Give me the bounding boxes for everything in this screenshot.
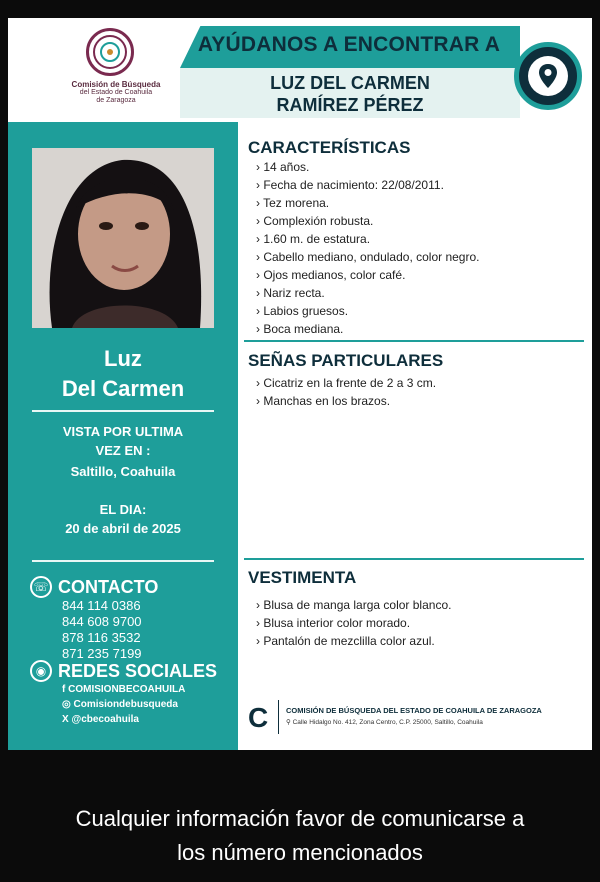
missing-person-poster: [8, 18, 592, 750]
phone-number[interactable]: 844 114 0386: [62, 598, 141, 613]
sidebar-divider: [32, 560, 214, 562]
map-pin-icon: ⚲: [286, 719, 291, 726]
section-divider: [244, 558, 584, 560]
logo-text-line3: de Zaragoza: [96, 97, 136, 104]
caption-line1: Cualquier información favor de comunicarse a: [75, 806, 525, 831]
clothing-item: › Blusa de manga larga color blanco.: [256, 598, 452, 612]
section-divider: [244, 340, 584, 342]
commission-seal-logo: [86, 28, 134, 76]
phone-number[interactable]: 844 608 9700: [62, 614, 142, 629]
footer-org-name: COMISIÓN DE BÚSQUEDA DEL ESTADO DE COAHUILA DE ZARAGOZA: [286, 706, 542, 715]
location-badge: [514, 42, 582, 110]
footer-address-text: Calle Hidalgo No. 412, Zona Centro, C.P. 25000, Saltillo, Coahuila: [292, 719, 483, 726]
phone-icon: ☏: [30, 576, 52, 598]
caption-line2: los número mencionados: [177, 840, 423, 865]
location-pin-icon: [528, 56, 568, 96]
phone-number[interactable]: 871 235 7199: [62, 646, 142, 661]
characteristic-item: › Fecha de nacimiento: 22/08/2011.: [256, 178, 444, 192]
clothing-item: › Blusa interior color morado.: [256, 616, 411, 630]
sidebar-second-name: Del Carmen: [61, 376, 185, 401]
last-seen-place: Saltillo, Coahuila: [70, 464, 176, 479]
contact-heading: CONTACTO: [58, 577, 159, 597]
characteristic-item: › Labios gruesos.: [256, 304, 349, 318]
characteristic-item: › 14 años.: [256, 160, 310, 174]
characteristics-heading: CARACTERÍSTICAS: [248, 138, 411, 157]
commission-c-logo: C: [248, 702, 269, 733]
particular-sign-item: › Manchas en los brazos.: [256, 394, 391, 408]
social-facebook[interactable]: f COMISIONBECOAHUILA: [62, 684, 186, 695]
person-photo: [32, 148, 214, 328]
last-seen-label-2: VEZ EN :: [95, 443, 151, 458]
clothing-heading: VESTIMENTA: [248, 568, 357, 587]
social-icon: ◉: [30, 660, 52, 682]
characteristic-item: › Tez morena.: [256, 196, 330, 210]
social-x[interactable]: X @cbecoahuila: [62, 714, 139, 725]
sidebar-first-name: Luz: [104, 346, 142, 371]
particular-signs-heading: SEÑAS PARTICULARES: [248, 351, 444, 370]
full-name-line1: LUZ DEL CARMEN: [270, 73, 430, 93]
characteristic-item: › Nariz recta.: [256, 286, 325, 300]
social-heading: REDES SOCIALES: [58, 661, 218, 681]
date-label: EL DIA:: [99, 502, 147, 517]
characteristic-item: › 1.60 m. de estatura.: [256, 232, 371, 246]
full-name-line2: RAMÍREZ PÉREZ: [276, 95, 424, 115]
footer-divider: [278, 700, 279, 734]
footer-address: [286, 718, 483, 726]
characteristic-item: › Cabello mediano, ondulado, color negro.: [256, 250, 480, 264]
characteristic-item: › Ojos medianos, color café.: [256, 268, 406, 282]
date-value: 20 de abril de 2025: [65, 521, 181, 536]
characteristic-item: › Complexión robusta.: [256, 214, 374, 228]
poster-title: AYÚDANOS A ENCONTRAR A: [197, 33, 501, 56]
sidebar-divider: [32, 410, 214, 412]
particular-sign-item: › Cicatriz en la frente de 2 a 3 cm.: [256, 376, 437, 390]
social-instagram[interactable]: ◎ Comisiondebusqueda: [62, 699, 178, 710]
logo-text-line1: Comisión de Búsqueda: [71, 80, 161, 89]
logo-text-line2: del Estado de Coahuila: [79, 89, 153, 96]
phone-number[interactable]: 878 116 3532: [62, 630, 141, 645]
last-seen-label: VISTA POR ULTIMA: [62, 424, 184, 439]
characteristic-item: › Boca mediana.: [256, 322, 344, 336]
clothing-item: › Pantalón de mezclilla color azul.: [256, 634, 435, 648]
